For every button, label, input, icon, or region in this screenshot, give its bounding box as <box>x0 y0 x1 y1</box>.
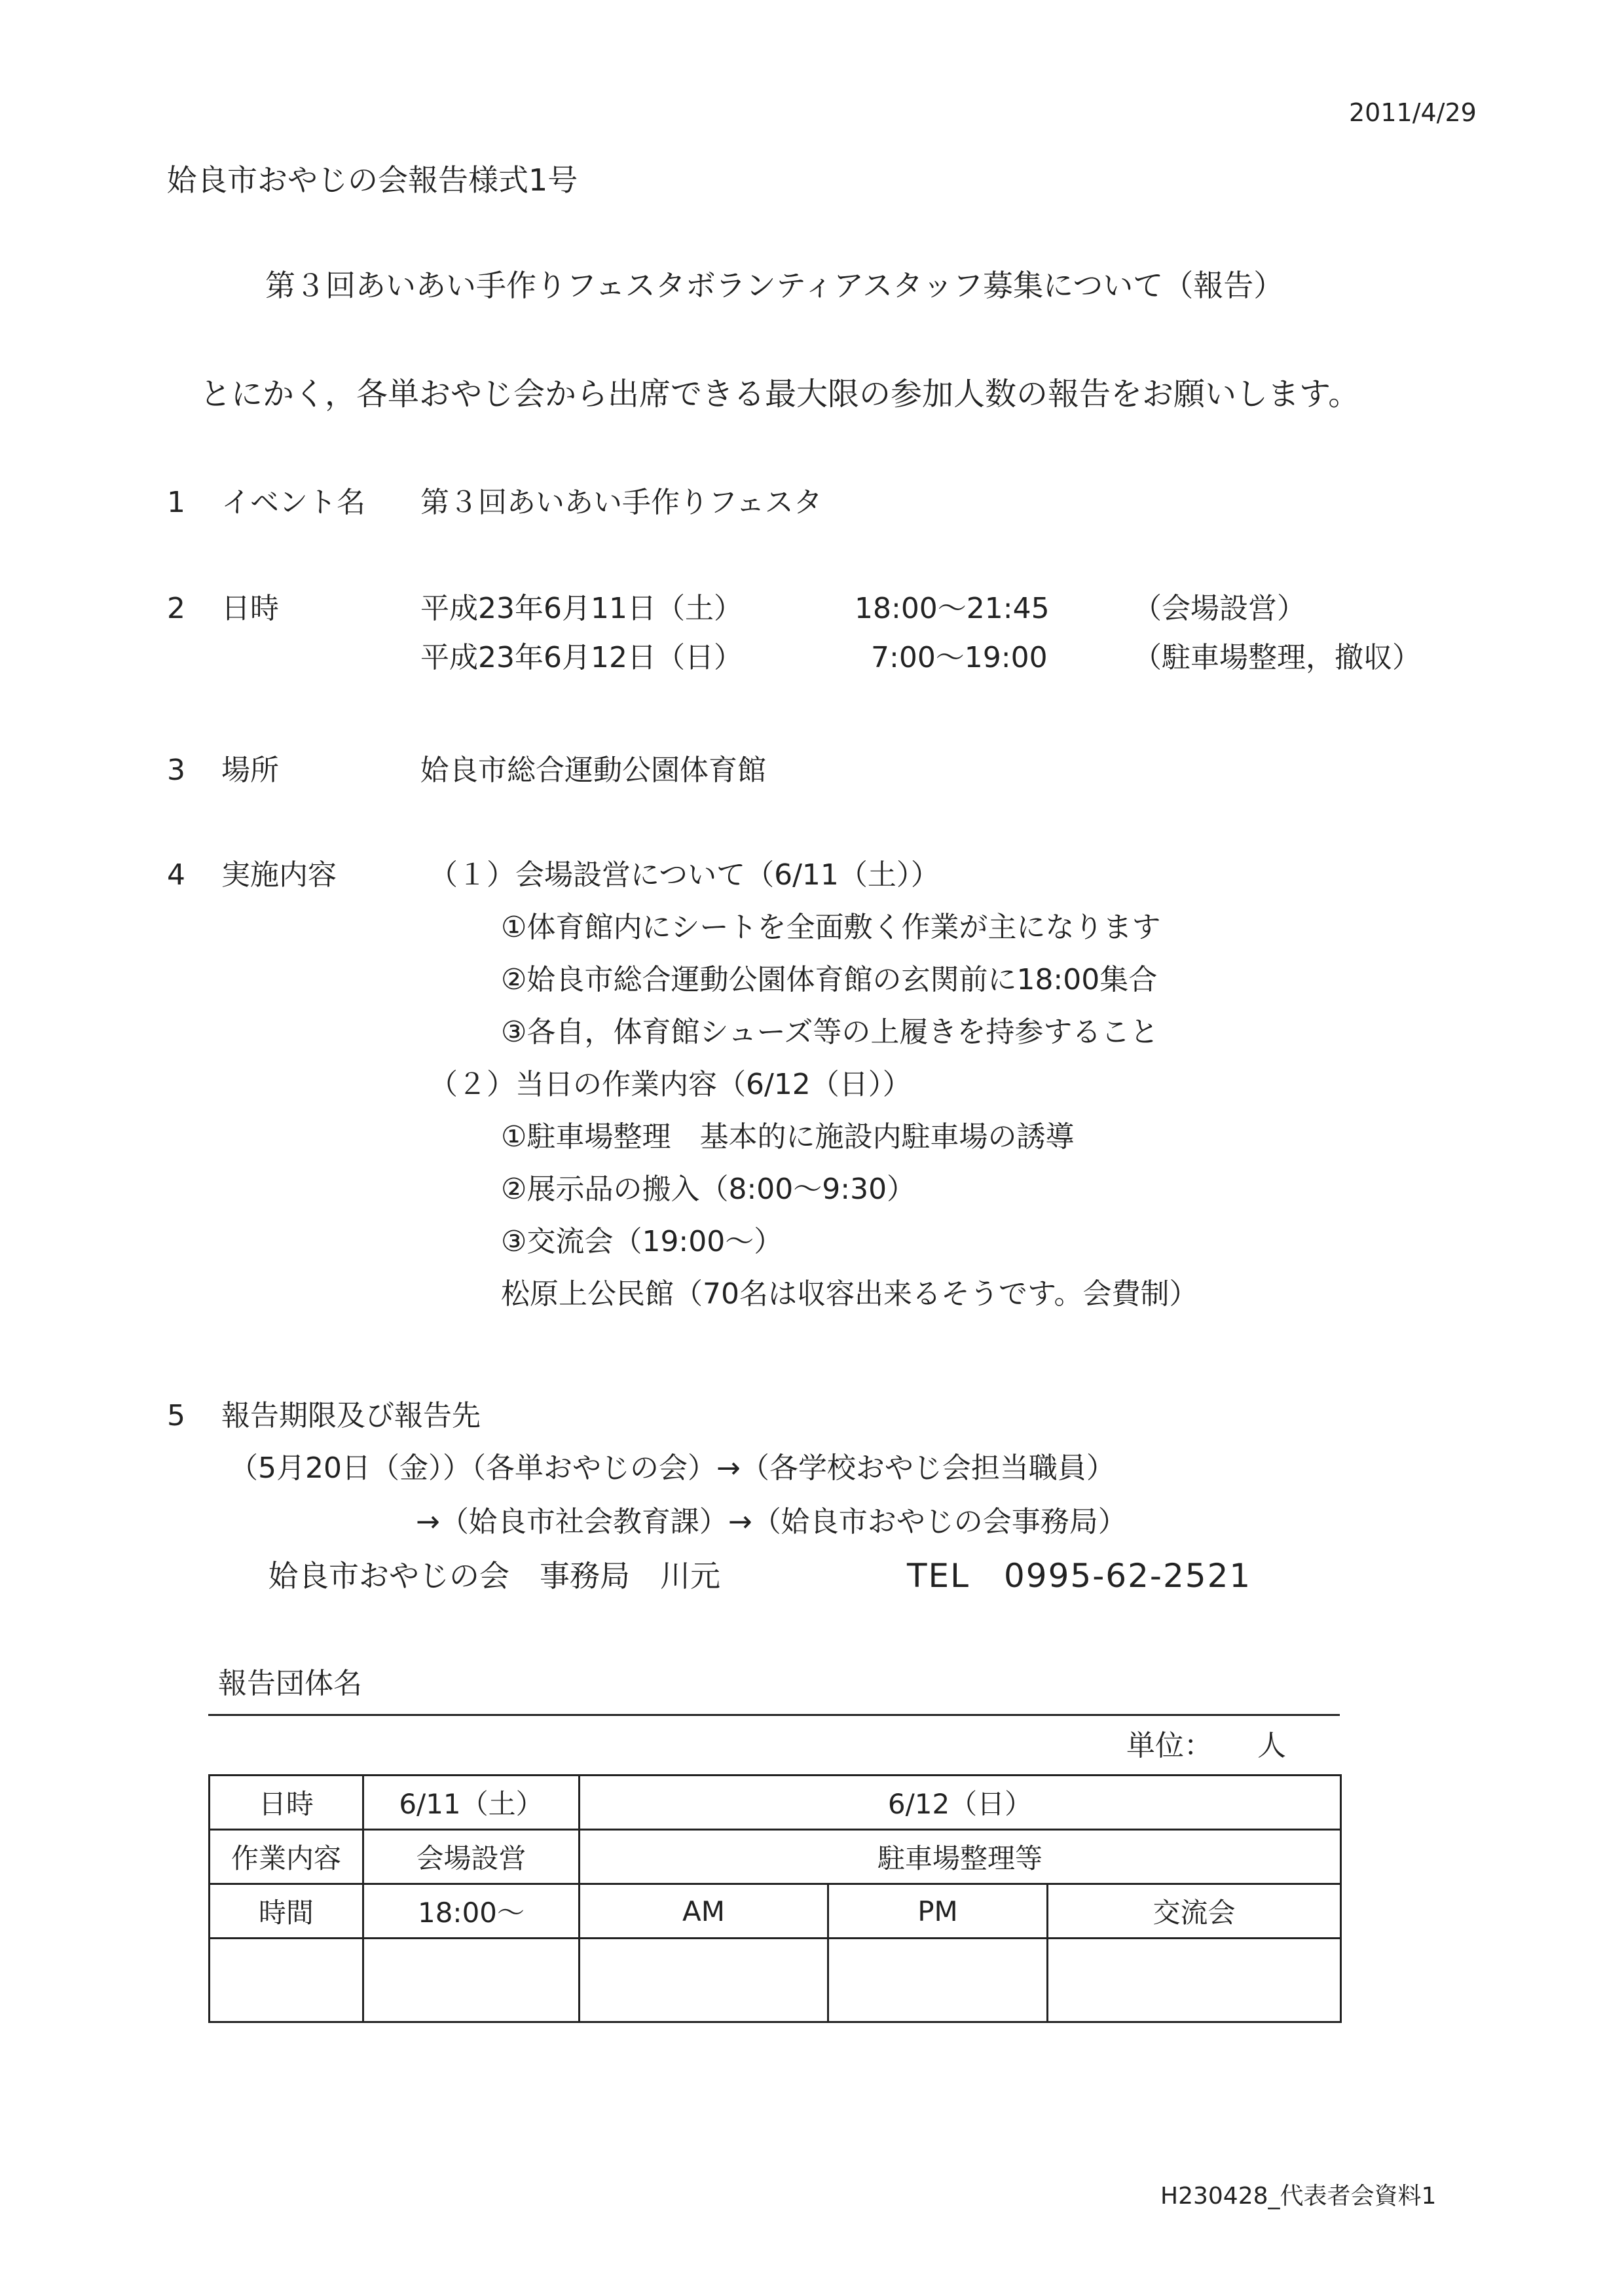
place-name: 姶良市総合運動公園体育館 <box>420 754 766 787</box>
table-cell: 時間 <box>210 1884 363 1939</box>
table-cell: PM <box>828 1884 1048 1939</box>
org-name-line <box>208 1714 1340 1716</box>
datetime-date-2: 平成23年6月12日（日） <box>420 641 743 674</box>
content-line: （２）当日の作業内容（6/12（日）） <box>429 1068 912 1101</box>
blank-count-cell[interactable] <box>828 1939 1048 2022</box>
table-cell: AM <box>580 1884 828 1939</box>
report-table <box>208 1774 1342 2023</box>
contact-tel: TEL 0995-62-2521 <box>907 1557 1252 1595</box>
table-row <box>210 1884 1341 1939</box>
table-cell: 駐車場整理等 <box>580 1830 1341 1884</box>
section-1-label: イベント名 <box>221 486 365 519</box>
form-name: 姶良市おやじの会報告様式1号 <box>167 162 578 198</box>
section-5-label: 報告期限及び報告先 <box>221 1399 481 1432</box>
table-cell: 日時 <box>210 1776 363 1830</box>
section-4-number: 4 <box>167 858 185 892</box>
document-title: 第３回あいあい手作りフェスタボランティアスタッフ募集について（報告） <box>265 268 1284 303</box>
unit-label: 単位： <box>1126 1729 1213 1762</box>
report-flow-line-1: （5月20日（金））（各単おやじの会）→（各学校おやじ会担当職員） <box>229 1451 1115 1485</box>
section-3-label: 場所 <box>221 754 279 787</box>
document-date: 2011/4/29 <box>1349 98 1477 127</box>
unit-value: 人 <box>1257 1729 1286 1762</box>
section-1-number: 1 <box>167 486 185 519</box>
content-line: ②展示品の搬入（8:00～9:30） <box>501 1173 916 1206</box>
request-text: とにかく，各単おやじ会から出席できる最大限の参加人数の報告をお願いします。 <box>200 376 1360 412</box>
datetime-time-2: 7:00～19:00 <box>871 641 1048 674</box>
content-line: ①駐車場整理 基本的に施設内駐車場の誘導 <box>501 1120 1075 1154</box>
table-row <box>210 1939 1341 2022</box>
blank-count-cell[interactable] <box>210 1939 363 2022</box>
section-3-number: 3 <box>167 754 185 787</box>
table-cell: 作業内容 <box>210 1830 363 1884</box>
content-line: ②姶良市総合運動公園体育館の玄関前に18:00集合 <box>501 963 1158 996</box>
blank-count-cell[interactable] <box>580 1939 828 2022</box>
footer-reference: H230428_代表者会資料1 <box>1160 2183 1437 2210</box>
event-name: 第３回あいあい手作りフェスタ <box>420 486 822 519</box>
table-row <box>210 1830 1341 1884</box>
content-line: 松原上公民館（70名は収容出来るそうです。会費制） <box>501 1277 1198 1311</box>
org-name-label: 報告団体名 <box>218 1667 362 1700</box>
section-4-label: 実施内容 <box>221 858 337 892</box>
table-cell: 18:00～ <box>363 1884 580 1939</box>
content-line: （１）会場設営について（6/11（土）） <box>429 858 940 892</box>
content-line: ③交流会（19:00～） <box>501 1225 783 1258</box>
datetime-note-2: （駐車場整理，撤収） <box>1133 641 1421 674</box>
report-flow-line-2: →（姶良市社会教育課）→（姶良市おやじの会事務局） <box>416 1505 1127 1539</box>
table-cell: 6/11（土） <box>363 1776 580 1830</box>
table-row <box>210 1776 1341 1830</box>
section-2-label: 日時 <box>221 592 279 625</box>
datetime-date-1: 平成23年6月11日（土） <box>420 592 743 625</box>
contact-name: 姶良市おやじの会 事務局 川元 <box>268 1558 720 1594</box>
section-5-number: 5 <box>167 1399 185 1432</box>
table-cell: 交流会 <box>1048 1884 1341 1939</box>
table-cell: 会場設営 <box>363 1830 580 1884</box>
datetime-time-1: 18:00～21:45 <box>855 592 1050 625</box>
content-line: ①体育館内にシートを全面敷く作業が主になります <box>501 911 1161 944</box>
content-line: ③各自，体育館シューズ等の上履きを持参すること <box>501 1015 1159 1049</box>
blank-count-cell[interactable] <box>363 1939 580 2022</box>
blank-count-cell[interactable] <box>1048 1939 1341 2022</box>
table-cell: 6/12（日） <box>580 1776 1341 1830</box>
datetime-note-1: （会場設営） <box>1133 592 1306 625</box>
section-2-number: 2 <box>167 592 185 625</box>
